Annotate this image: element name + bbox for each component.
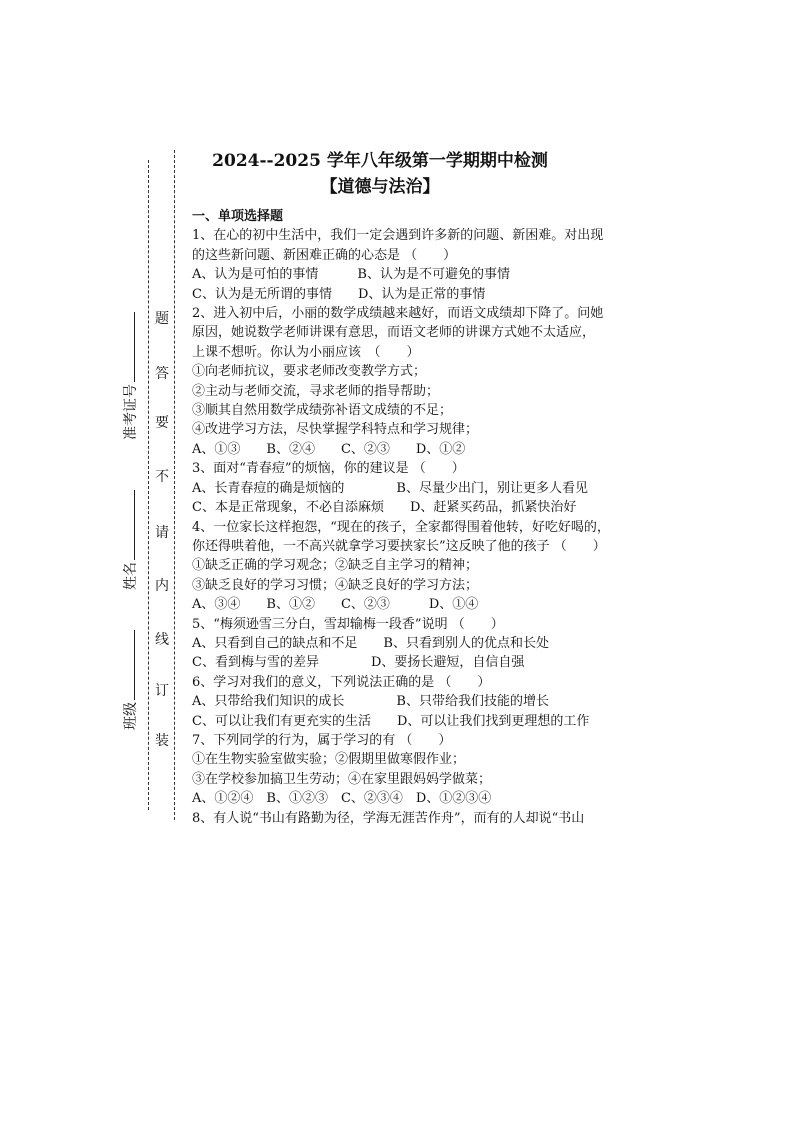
seal-char: 要 bbox=[155, 415, 169, 431]
text-line: ③在学校参加搞卫生劳动；④在家里跟妈妈学做菜； bbox=[192, 771, 492, 787]
binding-dashed-line-outer bbox=[148, 160, 149, 810]
text-line: 7、下列同学的行为，属于学习的有 （ ） bbox=[192, 732, 452, 748]
text-line: A、只带给我们知识的成长 B、只带给我们技能的增长 bbox=[192, 694, 549, 710]
seal-char: 订 bbox=[155, 683, 169, 699]
binding-margin bbox=[118, 150, 180, 830]
exam-number-blank[interactable] bbox=[134, 312, 135, 382]
seal-char: 答 bbox=[155, 366, 169, 382]
text-line: A、只看到自己的缺点和不足 B、只看到别人的优点和长处 bbox=[192, 635, 549, 651]
text-line: C、本是正常现象，不必自添麻烦 D、赶紧买药品，抓紧快治好 bbox=[192, 500, 577, 516]
text-line: ①向老师抗议，要求老师改变教学方式； bbox=[192, 364, 427, 380]
text-line: 3、面对“青春痘”的烦恼，你的建议是 （ ） bbox=[192, 461, 465, 477]
seal-char: 内 bbox=[155, 578, 169, 594]
text-line: ③顺其自然用数学成绩弥补语文成绩的不足； bbox=[192, 403, 453, 419]
text-line: 原因，她说数学老师讲课有意思，而语文老师的讲课方式她不太适应， bbox=[192, 325, 596, 341]
seal-char: 线 bbox=[155, 632, 169, 648]
text-line: 5、“梅须逊雪三分白，雪却输梅一段香”说明 （ ） bbox=[192, 616, 504, 632]
text-line: ①在生物实验室做实验；②假期里做寒假作业； bbox=[192, 752, 466, 768]
text-line: 上课不想听。你认为小丽应该 （ ） bbox=[192, 344, 420, 360]
exam-number-label: 准考证号 bbox=[123, 384, 139, 440]
seal-char: 请 bbox=[155, 525, 169, 541]
text-line: A、①②④ B、①②③ C、②③④ D、①②③④ bbox=[192, 791, 492, 807]
text-line: A、长青春痘的确是烦恼的 B、尽量少出门，别让更多人看见 bbox=[192, 480, 588, 496]
class-field[interactable] bbox=[120, 630, 140, 730]
exam-number-field[interactable] bbox=[120, 312, 140, 440]
text-line: ①缺乏正确的学习观念；②缺乏自主学习的精神； bbox=[192, 558, 479, 574]
text-line: A、①③ B、②④ C、②③ D、①② bbox=[192, 441, 466, 457]
binding-dashed-line-inner bbox=[174, 150, 175, 820]
text-line: 你还得哄着他，一不高兴就拿学习要挟家长”这反映了他的孩子 （ ） bbox=[192, 538, 606, 554]
seal-char: 不 bbox=[155, 469, 169, 485]
text-line: 8、有人说“书山有路勤为径，学海无涯苦作舟”，而有的人却说“书山 bbox=[192, 810, 585, 826]
seal-char: 装 bbox=[155, 733, 169, 749]
text-line: 4、一位家长这样抱怨，“现在的孩子，全家都得围着他转，好吃好喝的， bbox=[192, 519, 610, 535]
text-line: 6、学习对我们的意义，下列说法正确的是 （ ） bbox=[192, 674, 491, 690]
text-line: ②主动与老师交流，寻求老师的指导帮助； bbox=[192, 383, 440, 399]
seal-char: 题 bbox=[155, 311, 169, 327]
name-label: 姓名 bbox=[123, 562, 139, 590]
question-content bbox=[192, 207, 612, 828]
text-line: 2、进入初中后，小丽的数学成绩越来越好，而语文成绩却下降了。问她 bbox=[192, 306, 604, 322]
class-blank[interactable] bbox=[134, 630, 135, 700]
subject-title: 【道德与法治】 bbox=[320, 177, 440, 197]
class-label: 班级 bbox=[123, 702, 139, 730]
text-line: 1、在心的初中生活中，我们一定会遇到许多新的问题、新困难。对出现 bbox=[192, 228, 604, 244]
text-line: C、认为是无所谓的事情 D、认为是正常的事情 bbox=[192, 286, 486, 302]
section-heading: 一、单项选择题 bbox=[192, 209, 284, 224]
text-line: 的这些新问题、新困难正确的心态是 （ ） bbox=[192, 247, 457, 263]
exam-title bbox=[190, 150, 570, 198]
text-line: ④改进学习方法，尽快掌握学科特点和学习规律； bbox=[192, 422, 479, 438]
text-line: A、③④ B、①② C、②③ D、①④ bbox=[192, 597, 479, 613]
name-field[interactable] bbox=[120, 490, 140, 590]
text-line: A、认为是可怕的事情 B、认为是不可避免的事情 bbox=[192, 267, 510, 283]
text-line: C、看到梅与雪的差异 D、要扬长避短，自信自强 bbox=[192, 655, 525, 671]
exam-title-line1: 2024--2025 学年八年级第一学期期中检测 bbox=[212, 151, 548, 171]
text-line: C、可以让我们有更充实的生活 D、可以让我们找到更理想的工作 bbox=[192, 713, 590, 729]
text-line: ③缺乏良好的学习习惯；④缺乏良好的学习方法； bbox=[192, 577, 479, 593]
name-blank[interactable] bbox=[134, 490, 135, 560]
